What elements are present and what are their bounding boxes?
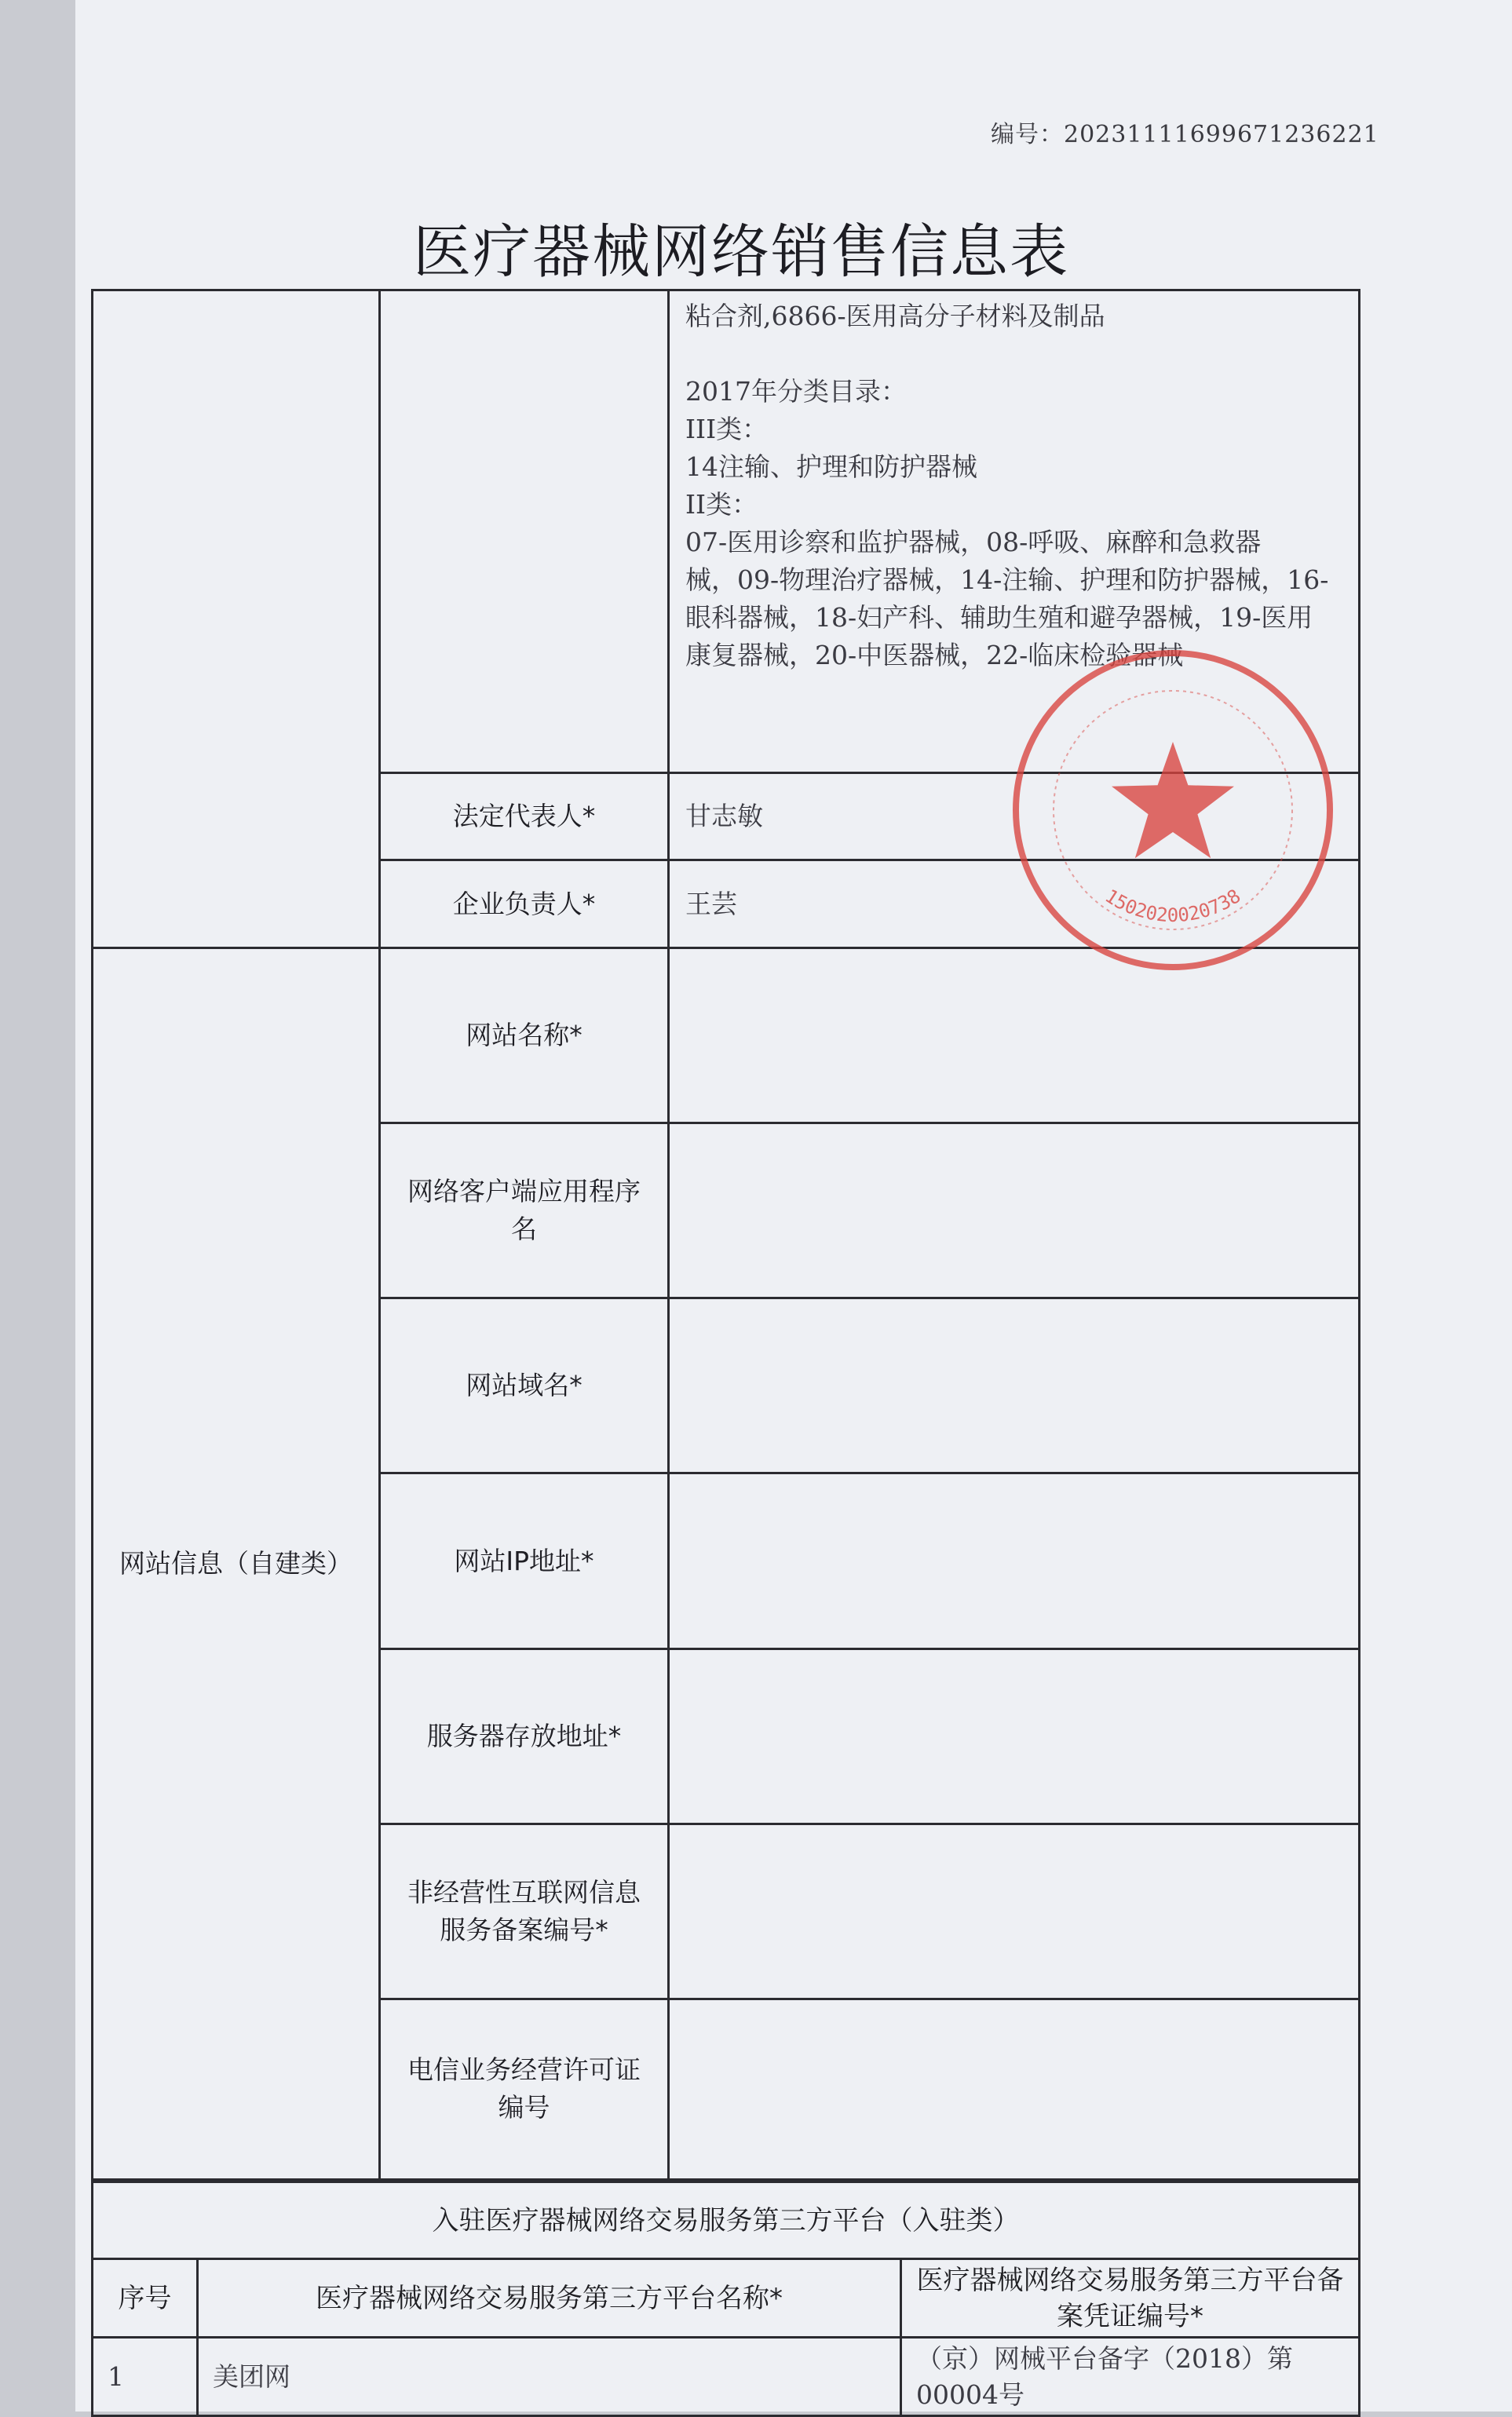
document-number-value: 20231111699671236221 bbox=[1064, 121, 1379, 148]
scope-line: 粘合剂,6866-医用高分子材料及制品 bbox=[685, 301, 1105, 331]
enterprise-head-value: 王芸 bbox=[669, 860, 1360, 948]
ip-value bbox=[669, 1473, 1360, 1648]
col-cert-header: 医疗器械网络交易服务第三方平台备案凭证编号* bbox=[901, 2259, 1360, 2338]
website-name-value bbox=[669, 948, 1360, 1123]
document-number-label: 编号： bbox=[991, 121, 1064, 148]
enterprise-section-cell bbox=[93, 290, 380, 948]
row-seq: 1 bbox=[93, 2338, 198, 2416]
telecom-license-label: 电信业务经营许可证编号 bbox=[380, 1999, 669, 2179]
scope-cell bbox=[669, 290, 1360, 773]
info-table bbox=[91, 289, 1360, 2181]
icp-record-value bbox=[669, 1824, 1360, 1999]
scope-line: II类： bbox=[685, 489, 758, 520]
legal-rep-value: 甘志敏 bbox=[669, 772, 1360, 860]
row-cert-number: （京）网械平台备字（2018）第00004号 bbox=[901, 2338, 1360, 2416]
legal-rep-label: 法定代表人* bbox=[380, 772, 669, 860]
scope-line: 14注输、护理和防护器械 bbox=[685, 451, 977, 482]
document-number bbox=[991, 115, 1379, 149]
document-title: 医疗器械网络销售信息表 bbox=[413, 218, 1069, 286]
domain-value bbox=[669, 1298, 1360, 1473]
col-seq-header: 序号 bbox=[93, 2259, 198, 2338]
scope-line: 械，09-物理治疗器械，14-注输、护理和防护器械，16- bbox=[685, 564, 1329, 595]
table-row bbox=[93, 2338, 1360, 2416]
website-name-label: 网站名称* bbox=[380, 948, 669, 1123]
website-section-label: 网站信息（自建类） bbox=[93, 948, 380, 2180]
telecom-license-value bbox=[669, 1999, 1360, 2179]
client-app-label: 网络客户端应用程序名 bbox=[380, 1123, 669, 1298]
ip-label: 网站IP地址* bbox=[380, 1473, 669, 1648]
client-app-value bbox=[669, 1123, 1360, 1298]
scope-line: 2017年分类目录： bbox=[685, 376, 907, 407]
scope-line: III类： bbox=[685, 414, 769, 444]
scope-line: 眼科器械，18-妇产科、辅助生殖和避孕器械，19-医用 bbox=[685, 602, 1313, 633]
third-party-table bbox=[91, 2181, 1360, 2417]
scope-label-cell bbox=[380, 290, 669, 773]
col-name-header: 医疗器械网络交易服务第三方平台名称* bbox=[198, 2259, 901, 2338]
scope-gap bbox=[685, 335, 1342, 373]
scope-line: 07-医用诊察和监护器械，08-呼吸、麻醉和急救器 bbox=[685, 527, 1262, 557]
scope-row bbox=[93, 290, 1360, 773]
scope-line: 康复器械，20-中医器械，22-临床检验器械 bbox=[685, 640, 1184, 670]
website-name-row bbox=[93, 948, 1360, 1123]
enterprise-head-label: 企业负责人* bbox=[380, 860, 669, 948]
icp-record-label: 非经营性互联网信息服务备案编号* bbox=[380, 1824, 669, 1999]
third-party-header-row bbox=[93, 2259, 1360, 2338]
third-party-title-row bbox=[93, 2182, 1360, 2259]
domain-label: 网站域名* bbox=[380, 1298, 669, 1473]
third-party-section-title: 入驻医疗器械网络交易服务第三方平台（入驻类） bbox=[93, 2182, 1360, 2259]
row-platform-name: 美团网 bbox=[198, 2338, 901, 2416]
server-address-label: 服务器存放地址* bbox=[380, 1648, 669, 1824]
server-address-value bbox=[669, 1648, 1360, 1824]
seal-number-text: 1502020020738 bbox=[1101, 885, 1245, 926]
